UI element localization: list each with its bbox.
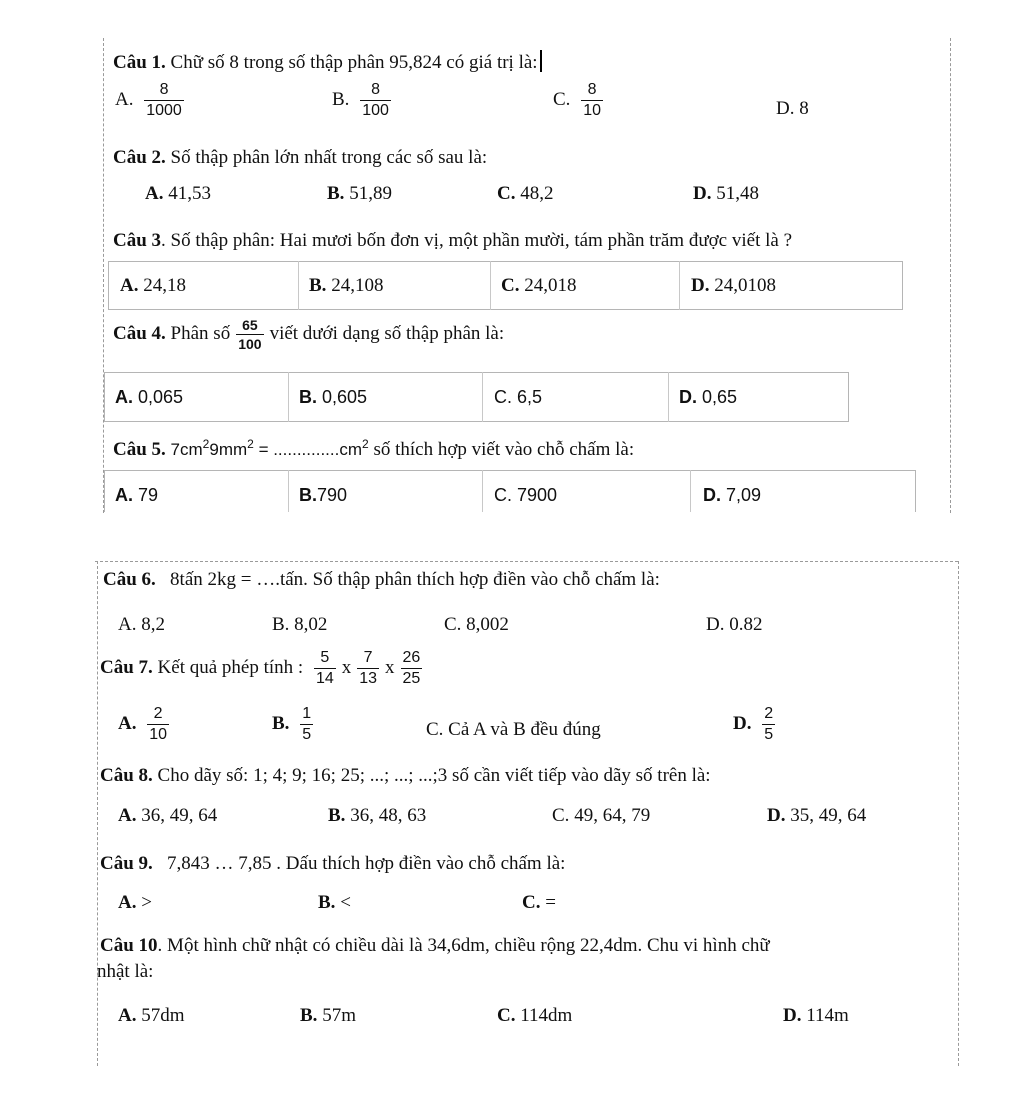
q5-a-label: A. xyxy=(115,485,133,505)
q1-a-num: 8 xyxy=(159,81,169,98)
q3-option-b xyxy=(309,276,383,295)
q6-option-a: A. 8,2 xyxy=(118,614,165,635)
q7-fraction-3 xyxy=(401,650,423,687)
q10-d-label: D. xyxy=(783,1005,802,1026)
q5-expr-b: 9mm xyxy=(209,440,248,459)
q8-label: Câu 8. xyxy=(100,765,153,786)
q2-b-value: 51,89 xyxy=(349,183,392,204)
q3-text: . Số thập phân: Hai mươi bốn đơn vị, một phần mười, tám phần trăm được viết là ? xyxy=(161,230,792,251)
q10-option-d xyxy=(783,1006,849,1025)
q1-a-fraction xyxy=(144,82,184,119)
question-5 xyxy=(113,437,635,460)
q10-option-a xyxy=(118,1006,185,1025)
question-7 xyxy=(100,650,428,687)
q7-d-den: 5 xyxy=(764,726,774,743)
q4-option-b xyxy=(299,388,367,406)
q4-b-value: 0,605 xyxy=(322,387,368,407)
q3-cell-sep xyxy=(679,261,680,310)
q1-label: Câu 1. xyxy=(113,52,166,73)
q5-sup-2: 2 xyxy=(247,437,254,451)
q8-option-c xyxy=(552,806,650,825)
q5-d-value: 7,09 xyxy=(726,485,762,505)
q7-fraction-2 xyxy=(357,650,379,687)
q8-a-label: A. xyxy=(118,805,137,826)
q3-cell-sep xyxy=(298,261,299,310)
question-3 xyxy=(113,231,792,250)
q1-a-den: 1000 xyxy=(146,102,182,119)
q2-option-a xyxy=(145,184,211,203)
q3-b-value: 24,108 xyxy=(331,275,384,296)
q7-a-den: 10 xyxy=(149,726,168,743)
q7-b-fraction xyxy=(300,706,313,743)
q7-option-c: C. Cả A và B đều đúng xyxy=(426,719,601,740)
q2-option-d xyxy=(693,184,759,203)
q4-fraction xyxy=(236,318,263,351)
q7-option-b xyxy=(272,706,319,743)
q9-b-label: B. xyxy=(318,892,336,913)
q3-a-label: A. xyxy=(120,275,139,296)
q4-fraction-num: 65 xyxy=(242,317,258,333)
q9-option-b xyxy=(318,893,351,912)
q3-option-a xyxy=(120,276,186,295)
q7-d-label: D. xyxy=(733,712,752,734)
q3-d-label: D. xyxy=(691,275,710,296)
q8-b-value: 36, 48, 63 xyxy=(350,805,427,826)
q1-a-label: A. xyxy=(115,88,134,110)
question-6 xyxy=(103,570,660,589)
q7-d1: 14 xyxy=(315,670,334,687)
q8-option-d xyxy=(767,806,866,825)
q9-c-value: = xyxy=(545,892,556,913)
q4-a-value: 0,065 xyxy=(138,387,184,407)
q4-option-d xyxy=(679,388,737,406)
q9-a-value: > xyxy=(141,892,152,913)
q1-option-d: D. 8 xyxy=(776,98,809,119)
q5-a-value: 79 xyxy=(138,485,159,505)
q8-a-value: 36, 49, 64 xyxy=(141,805,218,826)
q2-option-b xyxy=(327,184,392,203)
q7-option-d xyxy=(733,706,781,743)
q5-option-d xyxy=(703,486,761,504)
q3-c-value: 24,018 xyxy=(524,275,577,296)
q6-option-d: D. 0.82 xyxy=(706,614,763,635)
q8-text: Cho dãy số: 1; 4; 9; 16; 25; ...; ...; ...;3 số cần viết tiếp vào dãy số trên là: xyxy=(157,765,711,786)
q2-c-value: 48,2 xyxy=(520,183,554,204)
q5-sup-1: 2 xyxy=(202,437,210,451)
q5-option-a xyxy=(115,486,158,504)
question-10-continued: nhật là: xyxy=(97,961,154,982)
q10-b-label: B. xyxy=(300,1005,318,1026)
q3-label: Câu 3 xyxy=(113,230,162,251)
q5-label: Câu 5. xyxy=(113,439,166,460)
q1-text: Chữ số 8 trong số thập phân 95,824 có giá trị là: xyxy=(170,52,538,73)
q1-b-fraction xyxy=(360,82,391,119)
q8-d-value: 35, 49, 64 xyxy=(790,805,867,826)
q7-b-den: 5 xyxy=(302,726,312,743)
q7-a-label: A. xyxy=(118,712,137,734)
q1-c-num: 8 xyxy=(587,81,597,98)
q3-option-c xyxy=(501,276,576,295)
q10-a-value: 57dm xyxy=(141,1005,185,1026)
frame-divider xyxy=(95,561,958,562)
q7-n1: 5 xyxy=(320,649,330,666)
q4-option-a xyxy=(115,388,183,406)
q7-n3: 26 xyxy=(402,649,421,666)
q7-label: Câu 7. xyxy=(100,656,153,678)
q7-times-1: x xyxy=(341,656,352,678)
q1-c-fraction xyxy=(581,82,603,119)
q4-c-value: 6,5 xyxy=(517,387,543,407)
q7-a-fraction xyxy=(147,706,169,743)
q1-c-den: 10 xyxy=(583,102,601,119)
q10-b-value: 57m xyxy=(322,1005,356,1026)
q7-a-num: 2 xyxy=(153,705,163,722)
q5-text: số thích hợp viết vào chỗ chấm là: xyxy=(373,439,635,460)
question-8 xyxy=(100,766,711,785)
q5-option-c xyxy=(494,486,557,504)
q1-b-label: B. xyxy=(332,88,350,110)
q4-fraction-den: 100 xyxy=(238,336,262,352)
q4-option-c xyxy=(494,388,542,406)
q2-option-c xyxy=(497,184,553,203)
q9-b-value: < xyxy=(340,892,351,913)
question-10 xyxy=(100,936,770,955)
q5-b-label: B. xyxy=(299,485,317,505)
q5-expr-blank: = .............. xyxy=(258,440,340,459)
q7-times-2: x xyxy=(385,656,395,678)
q7-b-label: B. xyxy=(272,712,290,734)
q1-option-a xyxy=(115,82,190,119)
q4-text-post: viết dưới dạng số thập phân là: xyxy=(269,322,505,344)
q7-text: Kết quả phép tính : xyxy=(157,656,304,678)
q5-cell-sep xyxy=(288,470,289,512)
q9-option-c xyxy=(522,893,556,912)
q10-text: . Một hình chữ nhật có chiều dài là 34,6dm, chiều rộng 22,4dm. Chu vi hình chữ xyxy=(157,935,770,956)
q5-sup-3: 2 xyxy=(362,437,369,451)
q5-option-b xyxy=(299,486,347,504)
q10-option-b xyxy=(300,1006,356,1025)
q6-option-c: C. 8,002 xyxy=(444,614,509,635)
q3-b-label: B. xyxy=(309,275,327,296)
q4-d-value: 0,65 xyxy=(702,387,738,407)
q2-a-value: 41,53 xyxy=(168,183,211,204)
q3-option-d xyxy=(691,276,776,295)
q10-c-value: 114dm xyxy=(520,1005,573,1026)
q10-a-label: A. xyxy=(118,1005,137,1026)
q8-option-b xyxy=(328,806,426,825)
q4-d-label: D. xyxy=(679,387,697,407)
q1-b-den: 100 xyxy=(362,102,389,119)
frame-right-bottom xyxy=(958,561,959,1066)
q9-label: Câu 9. xyxy=(100,853,153,874)
q9-option-a xyxy=(118,893,152,912)
q8-b-label: B. xyxy=(328,805,346,826)
q7-n2: 7 xyxy=(363,649,373,666)
q9-a-label: A. xyxy=(118,892,137,913)
q2-a-label: A. xyxy=(145,183,164,204)
q1-b-num: 8 xyxy=(371,81,380,98)
q3-c-label: C. xyxy=(501,275,520,296)
q2-b-label: B. xyxy=(327,183,345,204)
q2-label: Câu 2. xyxy=(113,147,166,168)
q5-b-value: 790 xyxy=(317,485,348,505)
q7-fraction-1 xyxy=(314,650,336,687)
q5-c-value: 7900 xyxy=(517,485,558,505)
q8-option-a xyxy=(118,806,217,825)
question-2 xyxy=(113,148,487,167)
q9-c-label: C. xyxy=(522,892,541,913)
q7-d-fraction xyxy=(762,706,775,743)
text-cursor xyxy=(540,50,542,72)
q3-d-value: 24,0108 xyxy=(714,275,776,296)
question-4 xyxy=(113,318,504,351)
q8-c-label: C. xyxy=(552,805,570,826)
q8-d-label: D. xyxy=(767,805,786,826)
q10-d-value: 114m xyxy=(806,1005,849,1026)
q4-a-label: A. xyxy=(115,387,133,407)
q4-cell-sep xyxy=(288,372,289,422)
q8-c-value: 49, 64, 79 xyxy=(574,805,651,826)
q4-b-label: B. xyxy=(299,387,317,407)
q10-label: Câu 10 xyxy=(100,935,158,956)
q5-expr-a: 7cm xyxy=(170,440,203,459)
q10-c-label: C. xyxy=(497,1005,516,1026)
q7-d2: 13 xyxy=(359,670,378,687)
q7-b-num: 1 xyxy=(302,705,312,722)
q10-option-c xyxy=(497,1006,572,1025)
q7-d3: 25 xyxy=(402,670,421,687)
q1-option-c xyxy=(553,82,609,119)
q1-c-label: C. xyxy=(553,88,571,110)
q6-text: 8tấn 2kg = ….tấn. Số thập phân thích hợp điền vào chỗ chấm là: xyxy=(170,569,660,590)
q5-unit: cm xyxy=(339,440,363,459)
frame-right-top xyxy=(950,38,951,513)
q4-cell-sep xyxy=(482,372,483,422)
q6-label: Câu 6. xyxy=(103,569,156,590)
q5-d-label: D. xyxy=(703,485,721,505)
q7-d-num: 2 xyxy=(764,705,774,722)
q3-cell-sep xyxy=(490,261,491,310)
q4-cell-sep xyxy=(668,372,669,422)
q3-a-value: 24,18 xyxy=(143,275,186,296)
q5-cell-sep xyxy=(482,470,483,512)
q1-option-b xyxy=(332,82,397,119)
q2-d-value: 51,48 xyxy=(716,183,759,204)
q2-d-label: D. xyxy=(693,183,712,204)
q4-c-label: C. xyxy=(494,387,512,407)
q2-text: Số thập phân lớn nhất trong các số sau là: xyxy=(170,147,488,168)
q5-c-label: C. xyxy=(494,485,512,505)
q4-text-pre: Phân số xyxy=(170,322,231,344)
question-9 xyxy=(100,854,565,873)
q4-options-table xyxy=(104,372,849,422)
q2-c-label: C. xyxy=(497,183,516,204)
q7-option-a xyxy=(118,706,175,743)
q4-label: Câu 4. xyxy=(113,322,166,344)
frame-left-top xyxy=(103,38,104,513)
q5-cell-sep xyxy=(690,470,691,512)
q9-text: 7,843 … 7,85 . Dấu thích hợp điền vào chỗ chấm là: xyxy=(167,853,566,874)
question-1 xyxy=(113,50,542,72)
q6-option-b: B. 8,02 xyxy=(272,614,328,635)
frame-left-bottom xyxy=(97,561,98,1066)
